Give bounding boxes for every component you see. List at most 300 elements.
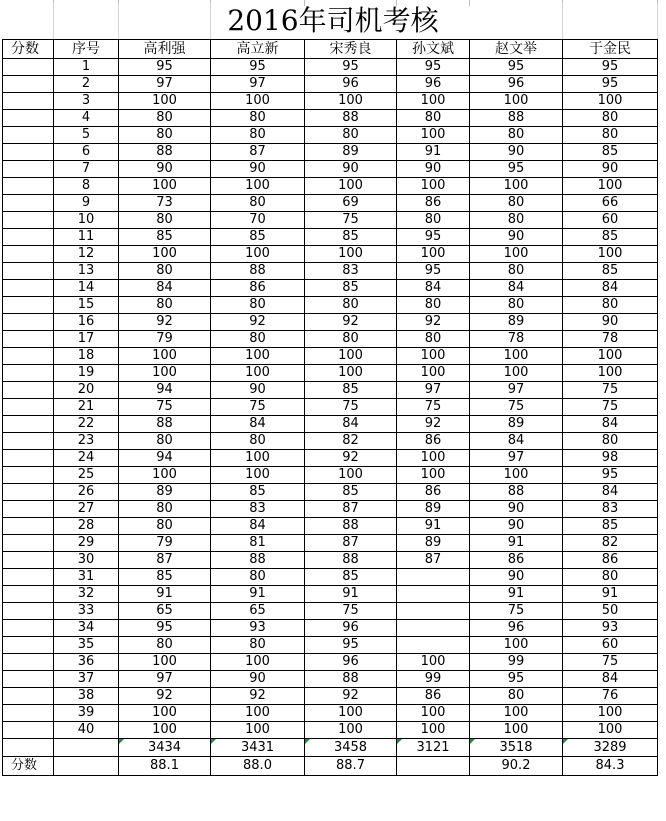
score-cell[interactable]: 80	[119, 110, 211, 127]
score-cell[interactable]: 100	[119, 178, 211, 195]
score-cell[interactable]: 100	[563, 705, 658, 722]
score-cell[interactable]: 100	[211, 178, 305, 195]
score-cell[interactable]: 95	[397, 59, 470, 76]
score-cell[interactable]: 97	[470, 450, 563, 467]
score-cell[interactable]: 100	[305, 93, 397, 110]
score-cell[interactable]: 100	[470, 178, 563, 195]
seq-cell[interactable]: 38	[54, 688, 119, 705]
header-driver[interactable]: 孙文斌	[397, 40, 470, 59]
score-cell[interactable]: 83	[305, 263, 397, 280]
average-cell[interactable]: 88.7	[305, 757, 397, 776]
score-cell[interactable]: 91	[470, 586, 563, 603]
score-cell[interactable]: 82	[305, 433, 397, 450]
score-cell[interactable]: 80	[211, 569, 305, 586]
score-cell[interactable]: 84	[211, 416, 305, 433]
score-cell[interactable]: 78	[470, 331, 563, 348]
average-cell[interactable]: 88.0	[211, 757, 305, 776]
score-label-cell[interactable]	[3, 246, 54, 263]
score-cell[interactable]: 100	[119, 365, 211, 382]
score-cell[interactable]: 95	[470, 161, 563, 178]
score-cell[interactable]: 78	[563, 331, 658, 348]
score-cell[interactable]: 88	[305, 671, 397, 688]
score-cell[interactable]: 87	[397, 552, 470, 569]
score-label-cell[interactable]	[3, 110, 54, 127]
score-label-cell[interactable]	[3, 705, 54, 722]
score-cell[interactable]: 90	[563, 314, 658, 331]
seq-cell[interactable]: 4	[54, 110, 119, 127]
seq-cell[interactable]: 22	[54, 416, 119, 433]
seq-cell[interactable]: 31	[54, 569, 119, 586]
score-cell[interactable]: 100	[211, 705, 305, 722]
total-cell[interactable]	[470, 739, 563, 757]
seq-cell[interactable]: 11	[54, 229, 119, 246]
score-cell[interactable]: 76	[563, 688, 658, 705]
seq-cell[interactable]: 25	[54, 467, 119, 484]
score-cell[interactable]: 88	[470, 110, 563, 127]
seq-cell[interactable]: 12	[54, 246, 119, 263]
score-cell[interactable]: 100	[397, 178, 470, 195]
score-cell[interactable]: 95	[119, 59, 211, 76]
score-cell[interactable]: 88	[211, 552, 305, 569]
score-cell[interactable]: 85	[211, 229, 305, 246]
score-cell[interactable]: 100	[397, 348, 470, 365]
score-cell[interactable]: 90	[470, 518, 563, 535]
average-cell[interactable]: 90.2	[470, 757, 563, 776]
score-cell[interactable]: 96	[305, 76, 397, 93]
seq-cell[interactable]: 10	[54, 212, 119, 229]
score-cell[interactable]: 100	[563, 348, 658, 365]
score-cell[interactable]: 92	[305, 314, 397, 331]
total-cell[interactable]	[119, 739, 211, 757]
score-cell[interactable]: 96	[470, 620, 563, 637]
score-label-cell[interactable]	[3, 314, 54, 331]
header-driver[interactable]: 高立新	[211, 40, 305, 59]
score-cell[interactable]: 100	[211, 654, 305, 671]
score-cell[interactable]: 75	[470, 603, 563, 620]
score-cell[interactable]: 100	[397, 365, 470, 382]
score-cell[interactable]: 100	[305, 246, 397, 263]
score-label-cell[interactable]	[3, 722, 54, 739]
score-cell[interactable]: 94	[119, 450, 211, 467]
score-label-cell[interactable]	[3, 212, 54, 229]
score-cell[interactable]: 100	[397, 450, 470, 467]
seq-cell[interactable]: 9	[54, 195, 119, 212]
score-label-cell[interactable]	[3, 501, 54, 518]
score-cell[interactable]: 91	[119, 586, 211, 603]
score-cell[interactable]: 75	[563, 382, 658, 399]
score-cell[interactable]: 100	[119, 246, 211, 263]
score-cell[interactable]: 100	[211, 348, 305, 365]
score-cell[interactable]: 95	[305, 59, 397, 76]
score-cell[interactable]: 80	[563, 127, 658, 144]
score-cell[interactable]: 89	[305, 144, 397, 161]
score-cell[interactable]: 69	[305, 195, 397, 212]
score-cell[interactable]: 70	[211, 212, 305, 229]
score-cell[interactable]: 80	[397, 297, 470, 314]
score-cell[interactable]: 100	[119, 348, 211, 365]
total-cell[interactable]	[305, 739, 397, 757]
score-cell[interactable]: 95	[211, 59, 305, 76]
score-cell[interactable]: 90	[119, 161, 211, 178]
score-cell[interactable]: 89	[470, 416, 563, 433]
score-label-cell[interactable]	[3, 484, 54, 501]
score-cell[interactable]: 88	[470, 484, 563, 501]
score-cell[interactable]: 90	[470, 229, 563, 246]
score-cell[interactable]: 100	[305, 348, 397, 365]
score-cell[interactable]: 100	[563, 246, 658, 263]
score-cell[interactable]: 85	[563, 518, 658, 535]
header-driver[interactable]: 赵文举	[470, 40, 563, 59]
score-cell[interactable]: 80	[119, 127, 211, 144]
score-label-cell[interactable]	[3, 535, 54, 552]
score-cell[interactable]: 92	[119, 314, 211, 331]
score-cell[interactable]: 87	[305, 501, 397, 518]
score-cell[interactable]: 100	[470, 348, 563, 365]
seq-cell[interactable]: 7	[54, 161, 119, 178]
score-cell[interactable]: 84	[563, 416, 658, 433]
score-cell[interactable]: 100	[119, 93, 211, 110]
score-cell[interactable]: 90	[211, 382, 305, 399]
score-cell[interactable]: 100	[470, 93, 563, 110]
score-cell[interactable]: 87	[305, 535, 397, 552]
score-cell[interactable]: 100	[563, 365, 658, 382]
score-cell[interactable]: 85	[563, 144, 658, 161]
score-cell[interactable]: 50	[563, 603, 658, 620]
score-cell[interactable]: 75	[563, 399, 658, 416]
score-cell[interactable]: 92	[211, 688, 305, 705]
score-label-cell[interactable]	[3, 671, 54, 688]
score-cell[interactable]: 96	[397, 76, 470, 93]
score-cell[interactable]: 94	[119, 382, 211, 399]
score-cell[interactable]: 80	[211, 297, 305, 314]
score-cell[interactable]: 82	[563, 535, 658, 552]
score-cell[interactable]: 60	[563, 212, 658, 229]
score-label-cell[interactable]	[3, 433, 54, 450]
score-cell[interactable]: 80	[563, 297, 658, 314]
score-cell[interactable]	[397, 637, 470, 654]
seq-cell[interactable]: 37	[54, 671, 119, 688]
header-seq[interactable]: 序号	[54, 40, 119, 59]
score-label-cell[interactable]	[3, 654, 54, 671]
seq-cell[interactable]: 30	[54, 552, 119, 569]
score-label-cell[interactable]	[3, 552, 54, 569]
seq-cell[interactable]: 40	[54, 722, 119, 739]
score-cell[interactable]: 80	[119, 212, 211, 229]
score-cell[interactable]: 100	[119, 705, 211, 722]
score-cell[interactable]: 80	[305, 127, 397, 144]
score-label-cell[interactable]	[3, 229, 54, 246]
score-cell[interactable]: 75	[397, 399, 470, 416]
score-cell[interactable]: 80	[563, 433, 658, 450]
score-label-cell[interactable]	[3, 161, 54, 178]
score-cell[interactable]: 80	[305, 331, 397, 348]
score-cell[interactable]: 100	[211, 93, 305, 110]
seq-cell[interactable]: 23	[54, 433, 119, 450]
score-cell[interactable]: 97	[470, 382, 563, 399]
score-label-cell[interactable]	[3, 365, 54, 382]
score-cell[interactable]: 80	[470, 688, 563, 705]
seq-cell[interactable]: 28	[54, 518, 119, 535]
score-cell[interactable]: 84	[470, 280, 563, 297]
average-cell[interactable]	[397, 757, 470, 776]
score-cell[interactable]: 80	[470, 263, 563, 280]
score-cell[interactable]: 84	[563, 484, 658, 501]
seq-cell[interactable]: 18	[54, 348, 119, 365]
score-cell[interactable]: 85	[119, 229, 211, 246]
score-cell[interactable]: 65	[119, 603, 211, 620]
seq-cell[interactable]: 17	[54, 331, 119, 348]
score-cell[interactable]: 60	[563, 637, 658, 654]
score-cell[interactable]: 92	[119, 688, 211, 705]
score-cell[interactable]: 80	[119, 637, 211, 654]
score-cell[interactable]: 100	[211, 722, 305, 739]
average-seq-cell[interactable]	[54, 757, 119, 776]
score-cell[interactable]: 97	[119, 76, 211, 93]
score-cell[interactable]: 100	[470, 467, 563, 484]
score-cell[interactable]: 91	[397, 518, 470, 535]
score-label-cell[interactable]	[3, 637, 54, 654]
score-cell[interactable]: 90	[470, 569, 563, 586]
score-cell[interactable]: 80	[119, 518, 211, 535]
seq-cell[interactable]: 14	[54, 280, 119, 297]
seq-cell[interactable]: 35	[54, 637, 119, 654]
score-cell[interactable]: 95	[563, 59, 658, 76]
seq-cell[interactable]: 39	[54, 705, 119, 722]
score-cell[interactable]: 89	[397, 535, 470, 552]
score-cell[interactable]: 84	[563, 280, 658, 297]
score-cell[interactable]: 91	[563, 586, 658, 603]
score-label-cell[interactable]	[3, 263, 54, 280]
seq-cell[interactable]: 15	[54, 297, 119, 314]
score-cell[interactable]: 100	[211, 365, 305, 382]
score-cell[interactable]: 90	[211, 671, 305, 688]
score-cell[interactable]: 89	[119, 484, 211, 501]
score-cell[interactable]: 85	[563, 229, 658, 246]
seq-cell[interactable]: 13	[54, 263, 119, 280]
score-cell[interactable]: 100	[211, 467, 305, 484]
score-cell[interactable]: 95	[305, 637, 397, 654]
score-cell[interactable]: 84	[119, 280, 211, 297]
score-cell[interactable]: 100	[305, 178, 397, 195]
score-cell[interactable]: 80	[305, 297, 397, 314]
score-cell[interactable]: 88	[211, 263, 305, 280]
header-driver[interactable]: 于金民	[563, 40, 658, 59]
score-cell[interactable]: 90	[470, 501, 563, 518]
score-cell[interactable]: 79	[119, 535, 211, 552]
score-cell[interactable]: 88	[119, 144, 211, 161]
score-cell[interactable]: 86	[397, 433, 470, 450]
score-label-cell[interactable]	[3, 382, 54, 399]
score-cell[interactable]: 92	[211, 314, 305, 331]
score-cell[interactable]: 100	[305, 365, 397, 382]
totals-label-cell[interactable]	[3, 739, 54, 757]
score-cell[interactable]: 85	[305, 484, 397, 501]
score-label-cell[interactable]	[3, 467, 54, 484]
score-label-cell[interactable]	[3, 93, 54, 110]
score-cell[interactable]: 80	[211, 331, 305, 348]
score-cell[interactable]: 75	[563, 654, 658, 671]
score-cell[interactable]: 92	[397, 314, 470, 331]
score-cell[interactable]: 89	[470, 314, 563, 331]
score-label-cell[interactable]	[3, 195, 54, 212]
score-cell[interactable]: 88	[119, 416, 211, 433]
seq-cell[interactable]: 24	[54, 450, 119, 467]
seq-cell[interactable]: 5	[54, 127, 119, 144]
score-cell[interactable]: 88	[305, 552, 397, 569]
score-cell[interactable]	[397, 569, 470, 586]
score-cell[interactable]: 97	[211, 76, 305, 93]
score-cell[interactable]: 92	[305, 450, 397, 467]
score-cell[interactable]: 91	[397, 144, 470, 161]
score-cell[interactable]: 100	[397, 93, 470, 110]
score-cell[interactable]: 100	[397, 246, 470, 263]
score-cell[interactable]: 80	[211, 127, 305, 144]
seq-cell[interactable]: 27	[54, 501, 119, 518]
score-label-cell[interactable]	[3, 280, 54, 297]
score-cell[interactable]: 80	[211, 637, 305, 654]
total-cell[interactable]	[211, 739, 305, 757]
score-cell[interactable]: 84	[563, 671, 658, 688]
seq-cell[interactable]: 6	[54, 144, 119, 161]
score-cell[interactable]: 80	[211, 110, 305, 127]
score-cell[interactable]: 85	[119, 569, 211, 586]
score-cell[interactable]: 66	[563, 195, 658, 212]
seq-cell[interactable]: 34	[54, 620, 119, 637]
score-cell[interactable]: 80	[563, 569, 658, 586]
score-cell[interactable]: 100	[305, 705, 397, 722]
score-cell[interactable]: 89	[397, 501, 470, 518]
score-cell[interactable]: 92	[397, 416, 470, 433]
seq-cell[interactable]: 26	[54, 484, 119, 501]
score-cell[interactable]: 83	[211, 501, 305, 518]
score-cell[interactable]: 100	[119, 467, 211, 484]
score-label-cell[interactable]	[3, 688, 54, 705]
score-cell[interactable]: 75	[305, 212, 397, 229]
seq-cell[interactable]: 21	[54, 399, 119, 416]
seq-cell[interactable]: 2	[54, 76, 119, 93]
score-cell[interactable]: 97	[119, 671, 211, 688]
score-cell[interactable]: 87	[211, 144, 305, 161]
score-cell[interactable]: 86	[563, 552, 658, 569]
score-cell[interactable]: 80	[397, 331, 470, 348]
score-label-cell[interactable]	[3, 399, 54, 416]
score-cell[interactable]: 85	[305, 569, 397, 586]
score-cell[interactable]: 65	[211, 603, 305, 620]
score-cell[interactable]: 90	[397, 161, 470, 178]
score-cell[interactable]: 100	[563, 178, 658, 195]
score-cell[interactable]: 80	[119, 297, 211, 314]
score-cell[interactable]: 79	[119, 331, 211, 348]
score-cell[interactable]: 75	[305, 399, 397, 416]
score-cell[interactable]: 86	[470, 552, 563, 569]
seq-cell[interactable]: 29	[54, 535, 119, 552]
seq-cell[interactable]: 1	[54, 59, 119, 76]
score-cell[interactable]: 80	[397, 212, 470, 229]
score-cell[interactable]: 85	[305, 229, 397, 246]
score-cell[interactable]: 80	[470, 195, 563, 212]
score-cell[interactable]: 90	[305, 161, 397, 178]
score-cell[interactable]: 95	[470, 59, 563, 76]
score-cell[interactable]: 86	[397, 195, 470, 212]
score-cell[interactable]	[397, 603, 470, 620]
score-cell[interactable]: 100	[305, 722, 397, 739]
average-cell[interactable]: 84.3	[563, 757, 658, 776]
score-cell[interactable]: 91	[470, 535, 563, 552]
seq-cell[interactable]: 20	[54, 382, 119, 399]
seq-cell[interactable]: 3	[54, 93, 119, 110]
score-cell[interactable]: 100	[305, 467, 397, 484]
score-cell[interactable]: 80	[470, 212, 563, 229]
score-cell[interactable]: 100	[470, 705, 563, 722]
seq-cell[interactable]: 19	[54, 365, 119, 382]
average-cell[interactable]: 88.1	[119, 757, 211, 776]
score-cell[interactable]: 100	[119, 654, 211, 671]
score-cell[interactable]: 90	[470, 144, 563, 161]
score-cell[interactable]: 96	[470, 76, 563, 93]
score-cell[interactable]: 93	[211, 620, 305, 637]
total-cell[interactable]	[397, 739, 470, 757]
score-cell[interactable]	[397, 586, 470, 603]
score-cell[interactable]: 86	[397, 484, 470, 501]
score-cell[interactable]: 80	[470, 297, 563, 314]
score-cell[interactable]: 100	[470, 246, 563, 263]
seq-cell[interactable]: 32	[54, 586, 119, 603]
average-label-cell[interactable]: 分数	[3, 757, 54, 776]
score-cell[interactable]: 99	[470, 654, 563, 671]
score-cell[interactable]: 100	[211, 450, 305, 467]
score-cell[interactable]: 91	[305, 586, 397, 603]
score-cell[interactable]: 84	[305, 416, 397, 433]
score-label-cell[interactable]	[3, 416, 54, 433]
score-cell[interactable]: 95	[563, 76, 658, 93]
header-driver[interactable]: 高利强	[119, 40, 211, 59]
score-cell[interactable]: 84	[397, 280, 470, 297]
score-cell[interactable]: 80	[119, 501, 211, 518]
score-cell[interactable]: 95	[397, 263, 470, 280]
score-label-cell[interactable]	[3, 620, 54, 637]
score-cell[interactable]: 73	[119, 195, 211, 212]
score-label-cell[interactable]	[3, 331, 54, 348]
header-driver[interactable]: 宋秀良	[305, 40, 397, 59]
score-label-cell[interactable]	[3, 603, 54, 620]
score-cell[interactable]: 98	[563, 450, 658, 467]
score-cell[interactable]: 87	[119, 552, 211, 569]
score-cell[interactable]: 91	[211, 586, 305, 603]
score-cell[interactable]: 80	[119, 263, 211, 280]
score-cell[interactable]: 85	[211, 484, 305, 501]
seq-cell[interactable]: 8	[54, 178, 119, 195]
score-label-cell[interactable]	[3, 178, 54, 195]
score-cell[interactable]: 97	[397, 382, 470, 399]
seq-cell[interactable]: 36	[54, 654, 119, 671]
score-cell[interactable]: 85	[305, 382, 397, 399]
score-cell[interactable]: 84	[470, 433, 563, 450]
score-cell[interactable]: 95	[119, 620, 211, 637]
score-cell[interactable]: 80	[119, 433, 211, 450]
score-cell[interactable]: 100	[119, 722, 211, 739]
score-label-cell[interactable]	[3, 127, 54, 144]
score-cell[interactable]: 88	[305, 110, 397, 127]
score-cell[interactable]: 96	[305, 620, 397, 637]
header-score-label[interactable]: 分数	[3, 40, 54, 59]
score-cell[interactable]: 100	[397, 722, 470, 739]
score-label-cell[interactable]	[3, 76, 54, 93]
score-label-cell[interactable]	[3, 586, 54, 603]
score-cell[interactable]: 80	[211, 195, 305, 212]
score-cell[interactable]: 96	[305, 654, 397, 671]
score-cell[interactable]: 95	[563, 467, 658, 484]
score-cell[interactable]: 100	[563, 722, 658, 739]
